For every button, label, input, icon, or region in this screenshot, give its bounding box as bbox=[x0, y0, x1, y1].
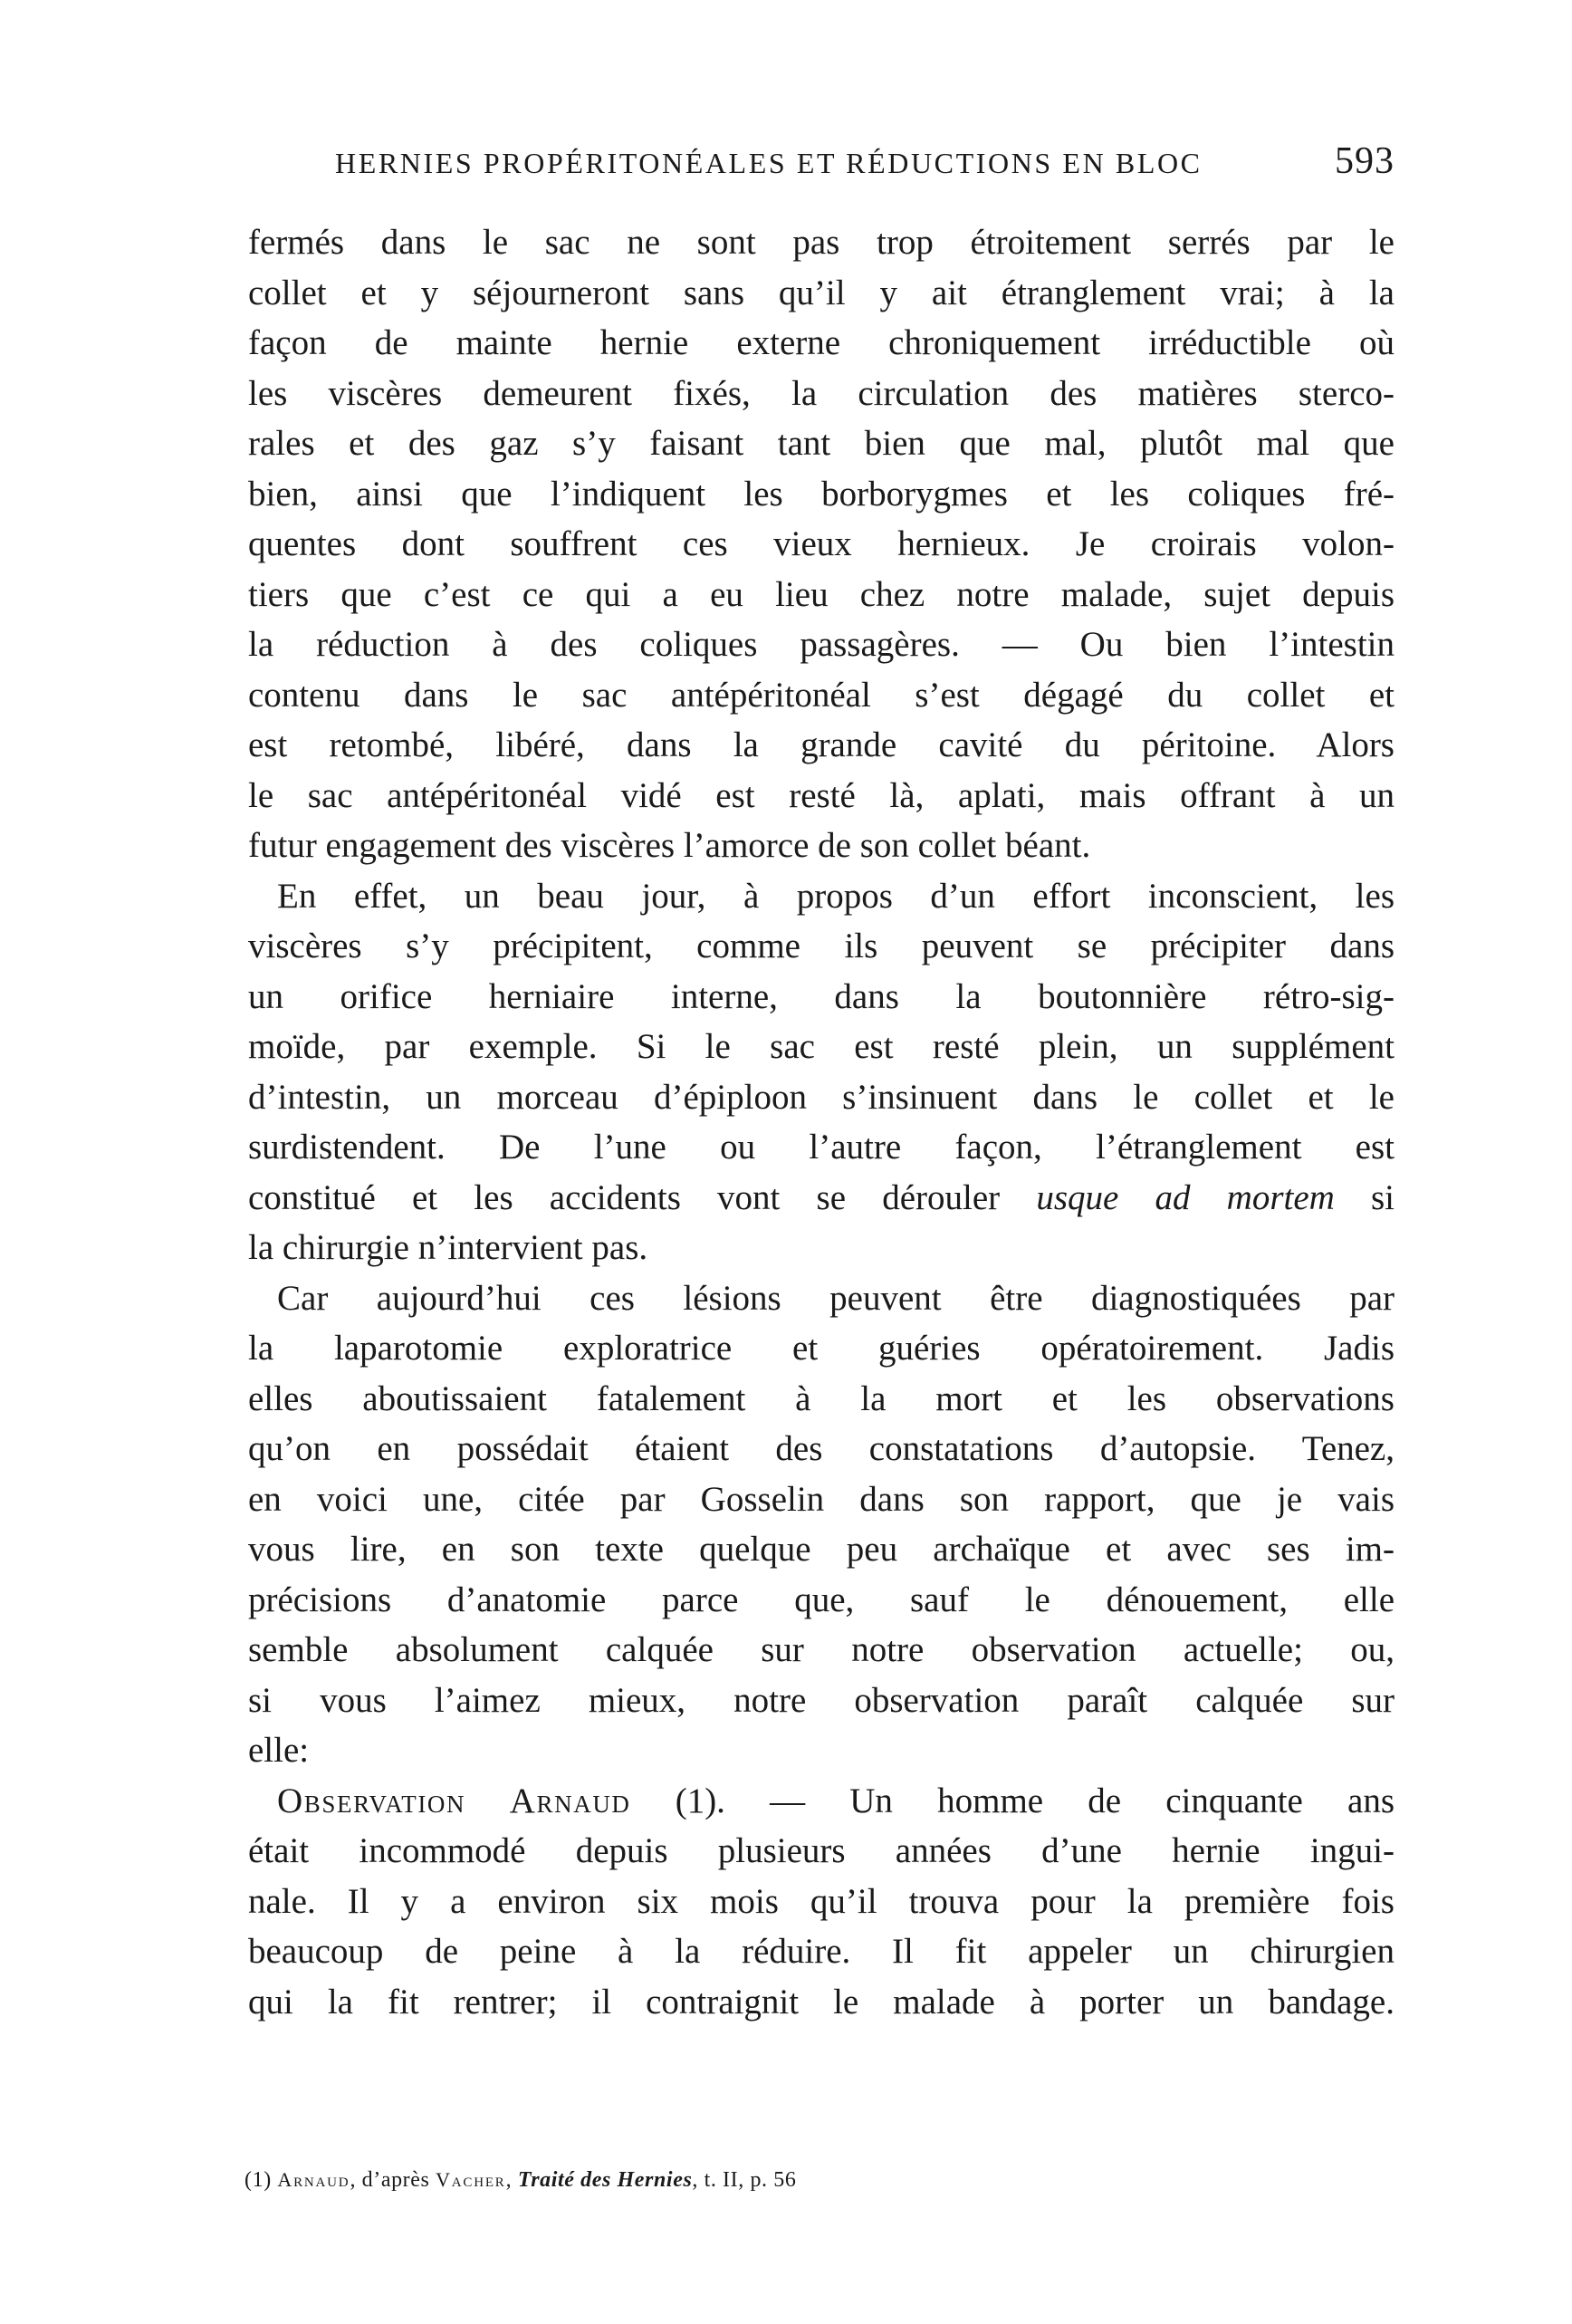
text-line: semble absolument calquée sur notre observation actuelle; ou, bbox=[248, 1630, 1395, 1669]
text-line: bien, ainsi que l’indiquent les borborygmes et les coliques fré- bbox=[248, 474, 1395, 514]
text-line: la réduction à des coliques passagères. — Ou bien l’intestin bbox=[248, 625, 1395, 664]
text-line: qu’on en possédait étaient des constatations d’autopsie. Tenez, bbox=[248, 1429, 1395, 1468]
text-line-with-latin bbox=[237, 1173, 1395, 1224]
text-line: quentes dont souffrent ces vieux hernieux. Je croirais volon- bbox=[248, 524, 1395, 563]
text-line: précisions d’anatomie parce que, sauf le dénouement, elle bbox=[248, 1580, 1395, 1619]
text-line: était incommodé depuis plusieurs années d’une hernie ingui- bbox=[248, 1831, 1395, 1870]
paragraph-start-line: En effet, un beau jour, à propos d’un effort inconscient, les bbox=[277, 876, 1395, 916]
text-segment: si bbox=[1370, 1177, 1395, 1217]
text-line: un orifice herniaire interne, dans la boutonnière rétro-sig- bbox=[248, 976, 1395, 1016]
text-line: collet et y séjourneront sans qu’il y ait étranglement vrai; à la bbox=[248, 273, 1395, 312]
text-line: qui la fit rentrer; il contraignit le malade à porter un bandage. bbox=[248, 1982, 1395, 2021]
text-segment: (1). — Un homme de cinquante ans bbox=[675, 1781, 1395, 1820]
text-segment: constitué et les accidents vont se dérouler bbox=[248, 1177, 1001, 1217]
text-line: beaucoup de peine à la réduire. Il fit appeler un chirurgien bbox=[248, 1932, 1395, 1971]
text-line: nale. Il y a environ six mois qu’il trouva pour la première fois bbox=[248, 1881, 1395, 1921]
text-line: futur engagement des viscères l’amorce de son collet béant. bbox=[248, 826, 1091, 865]
text-line: contenu dans le sac antépéritonéal s’est dégagé du collet et bbox=[248, 675, 1395, 715]
footnote-work-title: Traité des Hernies bbox=[517, 2168, 693, 2192]
text-line: d’intestin, un morceau d’épiploon s’insinuent dans le collet et le bbox=[248, 1077, 1395, 1117]
text-line: moïde, par exemple. Si le sac est resté plein, un supplément bbox=[248, 1027, 1395, 1066]
footnote-source-author: Vacher bbox=[436, 2168, 506, 2191]
text-line: elle: bbox=[248, 1731, 310, 1770]
paragraph-start-line: Car aujourd’hui ces lésions peuvent être diagnostiquées par bbox=[277, 1278, 1395, 1318]
text-line: façon de mainte hernie externe chroniquement irréductible où bbox=[248, 323, 1395, 362]
text-line: fermés dans le sac ne sont pas trop étroitement serrés par le bbox=[248, 223, 1395, 262]
footnote-author: Arnaud bbox=[277, 2168, 350, 2191]
text-line: le sac antépéritonéal vidé est resté là, aplati, mais offrant à un bbox=[248, 775, 1395, 815]
footnote-marker: (1) bbox=[244, 2168, 272, 2192]
text-line: la laparotomie exploratrice et guéries opératoirement. Jadis bbox=[248, 1329, 1395, 1368]
text-line: la chirurgie n’intervient pas. bbox=[248, 1228, 648, 1267]
footnote-locator: , t. II, p. 56 bbox=[692, 2168, 797, 2192]
text-line: en voici une, citée par Gosselin dans son rapport, que je vais bbox=[248, 1479, 1395, 1519]
footnote-text: , d’après bbox=[350, 2168, 430, 2192]
text-line: tiers que c’est ce qui a eu lieu chez notre malade, sujet depuis bbox=[248, 574, 1395, 614]
running-head bbox=[335, 136, 1395, 199]
text-line: viscères s’y précipitent, comme ils peuvent se précipiter dans bbox=[248, 927, 1395, 965]
text-line: rales et des gaz s’y faisant tant bien que mal, plutôt mal que bbox=[248, 424, 1395, 463]
running-title: HERNIES PROPÉRITONÉALES ET RÉDUCTIONS EN BLOC bbox=[335, 147, 1203, 179]
footnote bbox=[244, 2168, 1395, 2193]
text-line: est retombé, libéré, dans la grande cavité du péritoine. Alors bbox=[248, 725, 1395, 764]
observation-heading-line bbox=[237, 1776, 1395, 1827]
body-text bbox=[237, 217, 1395, 2027]
text-line: si vous l’aimez mieux, notre observation paraît calquée sur bbox=[248, 1680, 1395, 1720]
text-line: les viscères demeurent fixés, la circulation des matières sterco- bbox=[248, 373, 1395, 413]
text-line: vous lire, en son texte quelque peu archaïque et avec ses im- bbox=[248, 1530, 1395, 1569]
page-number: 593 bbox=[1335, 140, 1395, 182]
text-line: surdistendent. De l’une ou l’autre façon, l’étranglement est bbox=[248, 1128, 1395, 1167]
latin-phrase: usque ad mortem bbox=[1036, 1177, 1335, 1217]
observation-title: Observation Arnaud bbox=[277, 1781, 631, 1820]
text-line: elles aboutissaient fatalement à la mort et les observations bbox=[248, 1378, 1395, 1418]
footnote-text: , bbox=[505, 2168, 513, 2192]
